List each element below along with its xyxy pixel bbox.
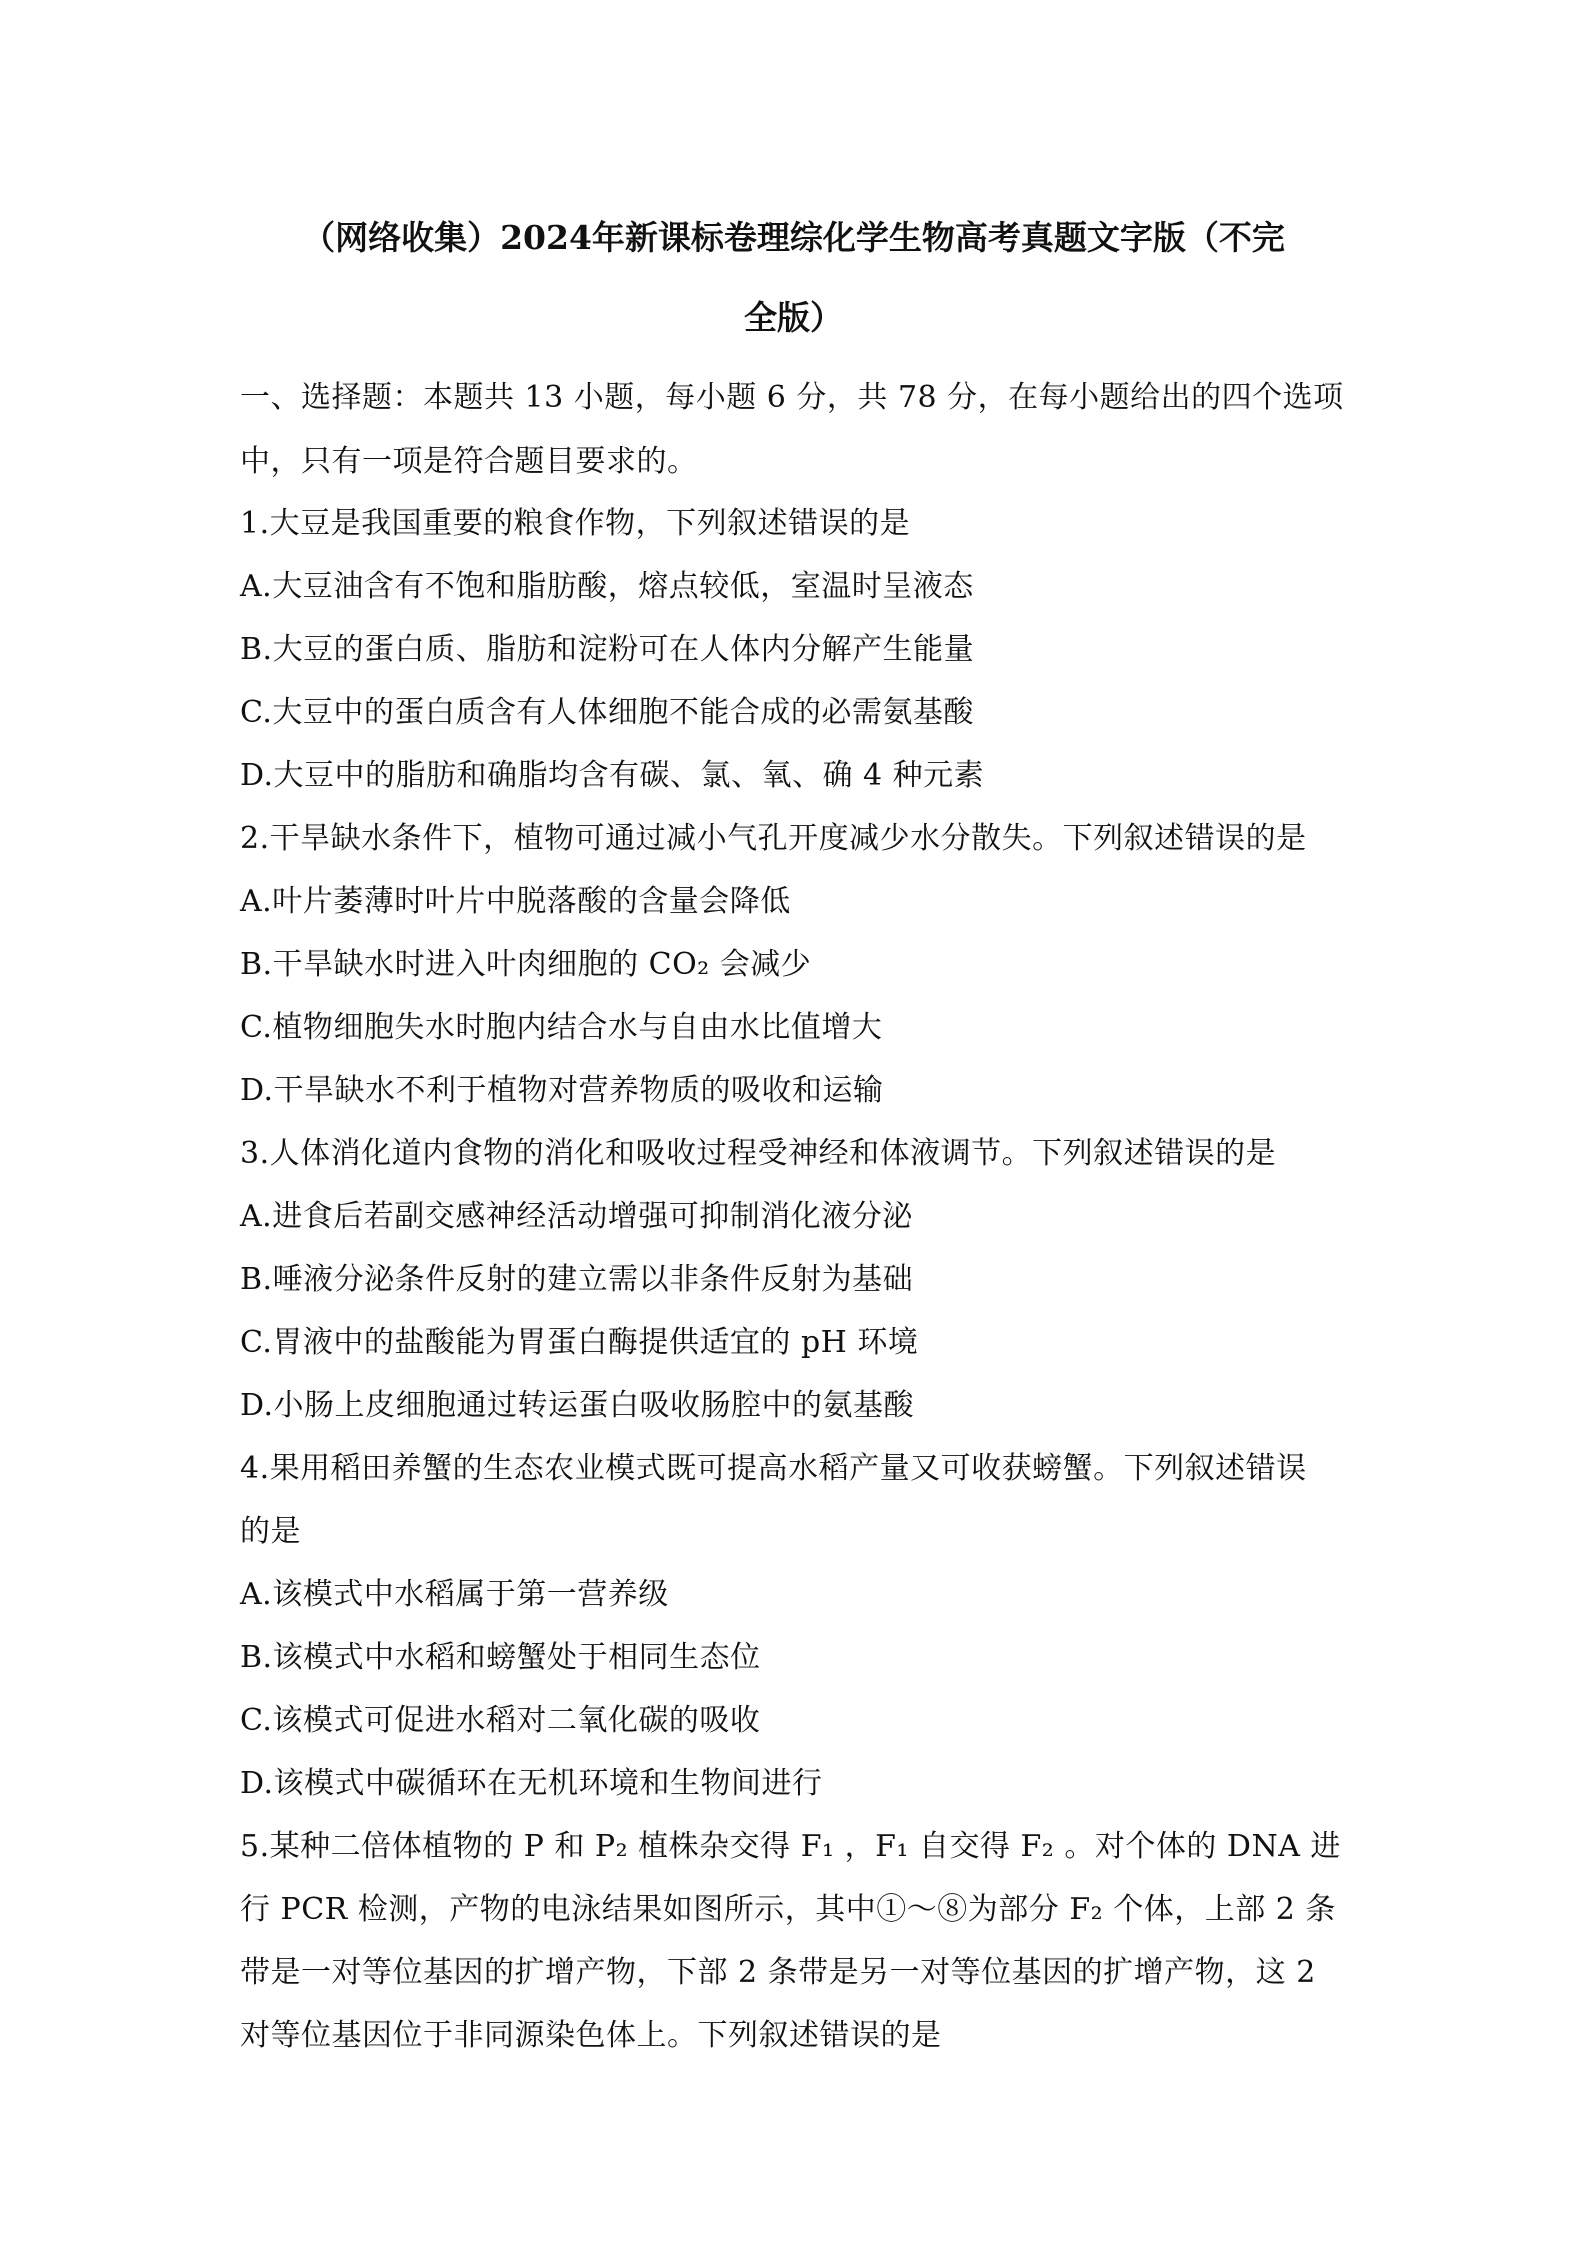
question-2-option-b: B.干旱缺水时进入叶肉细胞的 CO₂ 会减少 [240, 947, 812, 982]
question-5-stem-line-4: 对等位基因位于非同源染色体上。下列叙述错误的是 [240, 2018, 942, 2053]
question-5-stem-line-1: 5.某种二倍体植物的 P 和 P₂ 植株杂交得 F₁ ，F₁ 自交得 F₂ 。对个体的 DNA 进 [240, 1829, 1341, 1864]
question-2-option-d: D.干旱缺水不利于植物对营养物质的吸收和运输 [240, 1073, 884, 1108]
question-1-option-b: B.大豆的蛋白质、脂肪和淀粉可在人体内分解产生能量 [240, 632, 975, 667]
question-1-option-a: A.大豆油含有不饱和脂肪酸，熔点较低，室温时呈液态 [240, 569, 974, 604]
question-2-option-a: A.叶片萎薄时叶片中脱落酸的含量会降低 [240, 884, 791, 919]
question-3-option-b: B.唾液分泌条件反射的建立需以非条件反射为基础 [240, 1262, 914, 1297]
question-4-option-c: C.该模式可促进水稻对二氧化碳的吸收 [240, 1703, 761, 1738]
question-5-stem-line-3: 带是一对等位基因的扩增产物，下部 2 条带是另一对等位基因的扩增产物，这 2 [240, 1955, 1316, 1990]
question-4-option-d: D.该模式中碳循环在无机环境和生物间进行 [240, 1766, 823, 1801]
question-4-option-a: A.该模式中水稻属于第一营养级 [240, 1577, 669, 1612]
question-4-option-b: B.该模式中水稻和螃蟹处于相同生态位 [240, 1640, 761, 1675]
document-title-line-2: 全版） [744, 298, 843, 337]
question-1-option-d: D.大豆中的脂肪和确脂均含有碳、氯、氧、确 4 种元素 [240, 758, 985, 793]
question-2-option-c: C.植物细胞失水时胞内结合水与自由水比值增大 [240, 1010, 883, 1045]
question-1-stem: 1.大豆是我国重要的粮食作物，下列叙述错误的是 [240, 506, 911, 541]
section-intro-line-2: 中，只有一项是符合题目要求的。 [240, 444, 698, 479]
question-3-option-c: C.胃液中的盐酸能为胃蛋白酶提供适宜的 pH 环境 [240, 1325, 919, 1360]
question-3-option-d: D.小肠上皮细胞通过转运蛋白吸收肠腔中的氨基酸 [240, 1388, 915, 1423]
question-4-stem-line-1: 4.果用稻田养蟹的生态农业模式既可提高水稻产量又可收获螃蟹。下列叙述错误 [240, 1451, 1307, 1486]
question-5-stem-line-2: 行 PCR 检测，产物的电泳结果如图所示，其中①～⑧为部分 F₂ 个体，上部 2 条 [240, 1892, 1336, 1927]
question-3-stem: 3.人体消化道内食物的消化和吸收过程受神经和体液调节。下列叙述错误的是 [240, 1136, 1277, 1171]
question-1-option-c: C.大豆中的蛋白质含有人体细胞不能合成的必需氨基酸 [240, 695, 974, 730]
question-2-stem: 2.干旱缺水条件下，植物可通过减小气孔开度减少水分散失。下列叙述错误的是 [240, 821, 1307, 856]
section-intro-line-1: 一、选择题：本题共 13 小题，每小题 6 分，共 78 分，在每小题给出的四个选项 [240, 380, 1344, 415]
question-4-stem-line-2: 的是 [240, 1514, 301, 1549]
document-title-line-1: （网络收集）2024年新课标卷理综化学生物高考真题文字版（不完 [302, 218, 1285, 257]
question-3-option-a: A.进食后若副交感神经活动增强可抑制消化液分泌 [240, 1199, 913, 1234]
